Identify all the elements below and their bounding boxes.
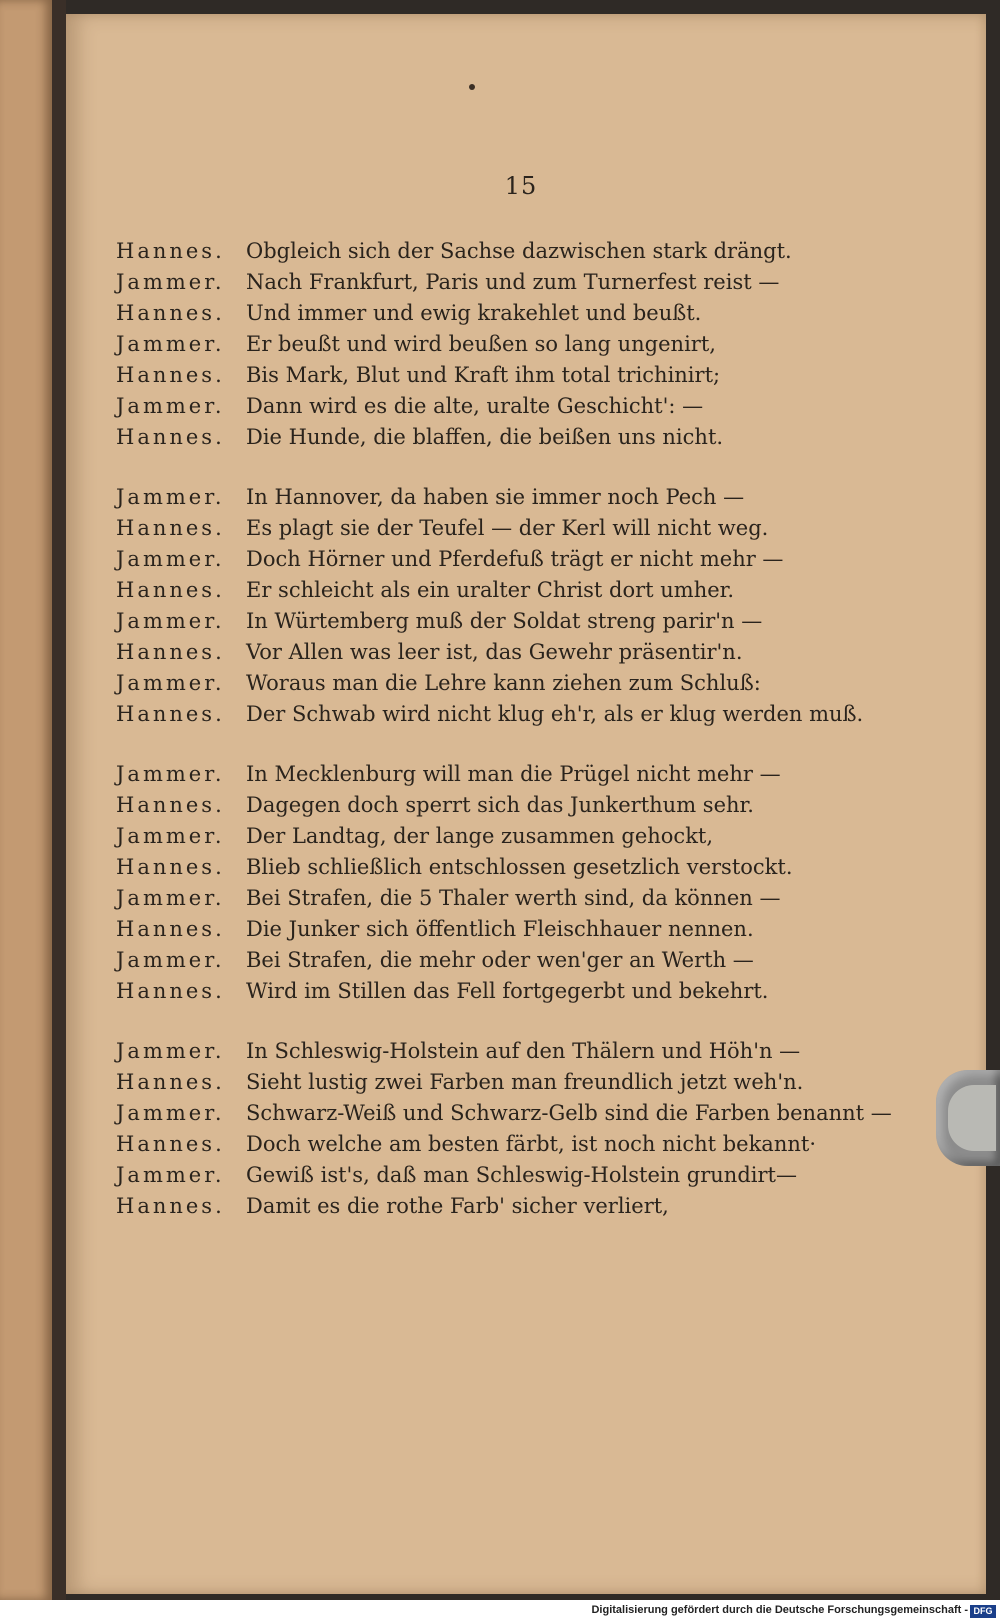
verse-line [116, 575, 896, 606]
speaker-name: Jammer. [116, 824, 225, 848]
book-spine [52, 0, 66, 1600]
verse-text: Doch Hörner und Pferdefuß trägt er nicht mehr — [246, 547, 784, 571]
speaker-name: Hannes. [116, 1070, 225, 1094]
speaker-name: Hannes. [116, 855, 225, 879]
speaker-name: Jammer. [116, 547, 225, 571]
verse-text: Damit es die rothe Farb' sicher verliert, [246, 1194, 669, 1218]
verse-text: Obgleich sich der Sachse dazwischen stark drängt. [246, 239, 792, 263]
speaker-name: Jammer. [116, 1163, 225, 1187]
stanza [116, 236, 896, 453]
speaker-name: Jammer. [116, 1101, 225, 1125]
verse-line [116, 699, 896, 730]
verse-text: Er schleicht als ein uralter Christ dort umher. [246, 578, 735, 602]
verse-line [116, 236, 896, 267]
verse-text: Sieht lustig zwei Farben man freundlich jetzt weh'n. [246, 1070, 804, 1094]
verse-line [116, 668, 896, 699]
verse-line [116, 637, 896, 668]
stanza [116, 1036, 896, 1222]
verse-line [116, 1036, 896, 1067]
verse-line [116, 1129, 896, 1160]
speaker-name: Hannes. [116, 516, 225, 540]
speaker-name: Hannes. [116, 425, 225, 449]
dialogue-verses [116, 236, 896, 1251]
verse-line [116, 1160, 896, 1191]
speaker-name: Jammer. [116, 948, 225, 972]
stanza [116, 759, 896, 1007]
speaker-name: Hannes. [116, 1132, 225, 1156]
speaker-name: Hannes. [116, 363, 225, 387]
verse-text: Er beußt und wird beußen so lang ungenirt, [246, 332, 716, 356]
verse-line [116, 1067, 896, 1098]
speaker-name: Hannes. [116, 917, 225, 941]
verse-text: Und immer und ewig krakehlet und beußt. [246, 301, 702, 325]
speaker-name: Jammer. [116, 886, 225, 910]
verse-text: Dann wird es die alte, uralte Geschicht': — [246, 394, 704, 418]
verse-line [116, 976, 896, 1007]
verse-text: Die Hunde, die blaffen, die beißen uns nicht. [246, 425, 724, 449]
speaker-name: Jammer. [116, 485, 225, 509]
speaker-name: Jammer. [116, 1039, 225, 1063]
speaker-name: Hannes. [116, 979, 225, 1003]
verse-text: Bis Mark, Blut und Kraft ihm total trichinirt; [246, 363, 721, 387]
scanner-clip-face [948, 1085, 996, 1151]
verse-line [116, 883, 896, 914]
verse-text: Woraus man die Lehre kann ziehen zum Schluß: [246, 671, 761, 695]
verse-line [116, 790, 896, 821]
speaker-name: Jammer. [116, 270, 225, 294]
verse-line [116, 329, 896, 360]
verse-text: Nach Frankfurt, Paris und zum Turnerfest reist — [246, 270, 780, 294]
verse-line [116, 821, 896, 852]
verse-text: Der Landtag, der lange zusammen gehockt, [246, 824, 714, 848]
verse-line [116, 914, 896, 945]
previous-page-edge [0, 0, 52, 1600]
verse-text: Wird im Stillen das Fell fortgegerbt und bekehrt. [246, 979, 769, 1003]
verse-text: Blieb schließlich entschlossen gesetzlich verstockt. [246, 855, 793, 879]
verse-text: In Würtemberg muß der Soldat streng parir'n — [246, 609, 763, 633]
digitization-credit: Digitalisierung gefördert durch die Deutsche Forschungsgemeinschaft - [591, 1604, 968, 1616]
verse-text: In Hannover, da haben sie immer noch Pech — [246, 485, 745, 509]
ink-dot [469, 84, 475, 90]
verse-line [116, 544, 896, 575]
speaker-name: Hannes. [116, 301, 225, 325]
speaker-name: Jammer. [116, 332, 225, 356]
verse-line [116, 945, 896, 976]
verse-line [116, 852, 896, 883]
verse-text: In Schleswig-Holstein auf den Thälern und Höh'n — [246, 1039, 801, 1063]
speaker-name: Jammer. [116, 609, 225, 633]
verse-line [116, 1098, 896, 1129]
verse-line [116, 482, 896, 513]
verse-line [116, 606, 896, 637]
verse-text: Doch welche am besten färbt, ist noch nicht bekannt· [246, 1132, 816, 1156]
stanza [116, 482, 896, 730]
speaker-name: Hannes. [116, 578, 225, 602]
verse-line [116, 513, 896, 544]
speaker-name: Jammer. [116, 762, 225, 786]
verse-text: Bei Strafen, die 5 Thaler werth sind, da können — [246, 886, 781, 910]
speaker-name: Jammer. [116, 671, 225, 695]
speaker-name: Hannes. [116, 1194, 225, 1218]
verse-line [116, 360, 896, 391]
verse-text: Vor Allen was leer ist, das Gewehr präsentir'n. [246, 640, 743, 664]
verse-line [116, 267, 896, 298]
book-page [66, 14, 986, 1594]
speaker-name: Hannes. [116, 640, 225, 664]
speaker-name: Hannes. [116, 239, 225, 263]
verse-text: Die Junker sich öffentlich Fleischhauer nennen. [246, 917, 754, 941]
verse-line [116, 1191, 896, 1222]
verse-text: Es plagt sie der Teufel — der Kerl will nicht weg. [246, 516, 769, 540]
speaker-name: Hannes. [116, 793, 225, 817]
page-number: 15 [504, 172, 538, 200]
dfg-logo: DFG [970, 1605, 996, 1618]
verse-line [116, 759, 896, 790]
verse-text: Bei Strafen, die mehr oder wen'ger an Werth — [246, 948, 754, 972]
verse-line [116, 298, 896, 329]
speaker-name: Jammer. [116, 394, 225, 418]
verse-line [116, 391, 896, 422]
verse-text: Dagegen doch sperrt sich das Junkerthum sehr. [246, 793, 754, 817]
speaker-name: Hannes. [116, 702, 225, 726]
verse-text: In Mecklenburg will man die Prügel nicht mehr — [246, 762, 781, 786]
verse-text: Gewiß ist's, daß man Schleswig-Holstein grundirt— [246, 1163, 797, 1187]
verse-line [116, 422, 896, 453]
verse-text: Schwarz-Weiß und Schwarz-Gelb sind die Farben benannt — [246, 1101, 892, 1125]
verse-text: Der Schwab wird nicht klug eh'r, als er klug werden muß. [246, 702, 864, 726]
